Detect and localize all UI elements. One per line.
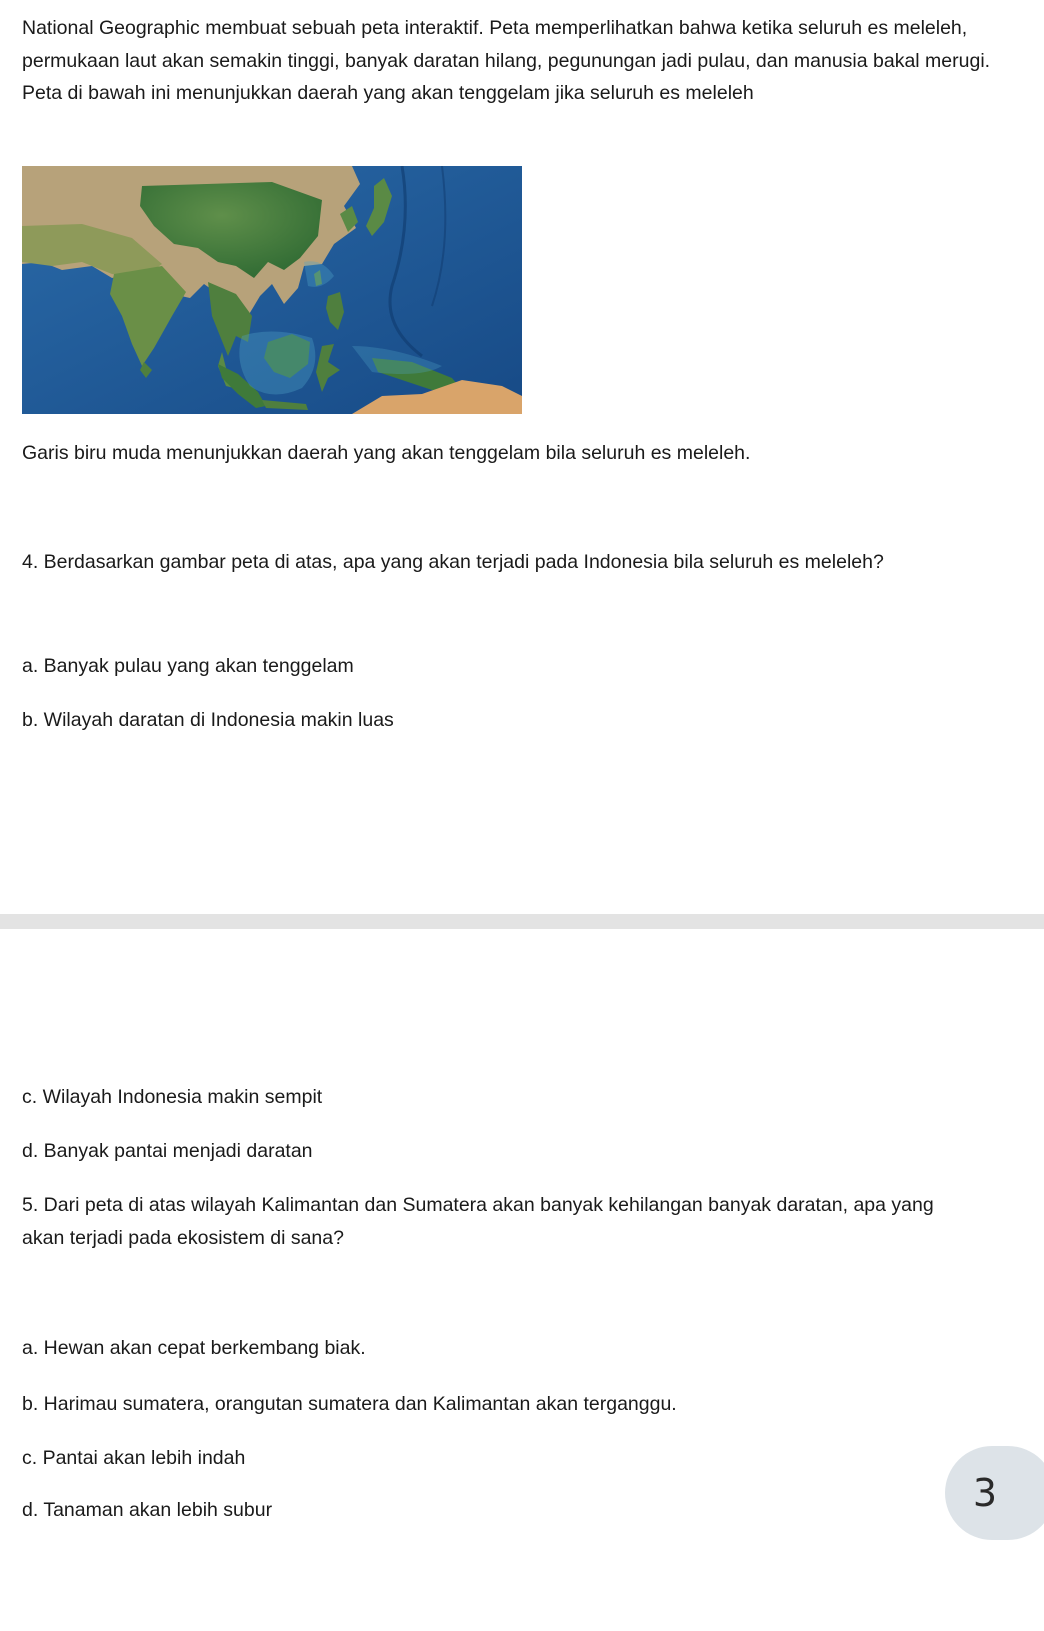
q5-option-b[interactable]: b. Harimau sumatera, orangutan sumatera dan Kalimantan akan terganggu. — [22, 1393, 677, 1415]
q4-option-a[interactable]: a. Banyak pulau yang akan tenggelam — [22, 655, 354, 677]
intro-paragraph: National Geographic membuat sebuah peta interaktif. Peta memperlihatkan bahwa ketika seluruh es meleleh, permukaan laut akan semakin tinggi, banyak daratan hilang, pegunungan jadi pulau, dan manusia bakal merugi. Peta di bawah ini menunjukkan daerah yang akan tenggelam jika seluruh es meleleh — [22, 17, 991, 104]
q5-option-d[interactable]: d. Tanaman akan lebih subur — [22, 1499, 273, 1521]
asia-map-image — [22, 166, 522, 414]
q5-option-c[interactable]: c. Pantai akan lebih indah — [22, 1447, 246, 1469]
page-divider — [0, 914, 1044, 929]
q5-option-a[interactable]: a. Hewan akan cepat berkembang biak. — [22, 1337, 366, 1359]
map-caption: Garis biru muda menunjukkan daerah yang akan tenggelam bila seluruh es meleleh. — [22, 442, 751, 464]
question-4: 4. Berdasarkan gambar peta di atas, apa yang akan terjadi pada Indonesia bila seluruh es meleleh? — [22, 551, 884, 573]
map-illustration — [22, 166, 522, 414]
q4-option-d[interactable]: d. Banyak pantai menjadi daratan — [22, 1140, 313, 1162]
page-number: 3 — [972, 1471, 998, 1515]
q4-option-c[interactable]: c. Wilayah Indonesia makin sempit — [22, 1086, 323, 1108]
question-5-line1: 5. Dari peta di atas wilayah Kalimantan dan Sumatera akan banyak kehilangan banyak daratan, apa yang — [22, 1194, 934, 1216]
question-5-line2: akan terjadi pada ekosistem di sana? — [22, 1227, 344, 1249]
q4-option-b[interactable]: b. Wilayah daratan di Indonesia makin luas — [22, 709, 394, 731]
